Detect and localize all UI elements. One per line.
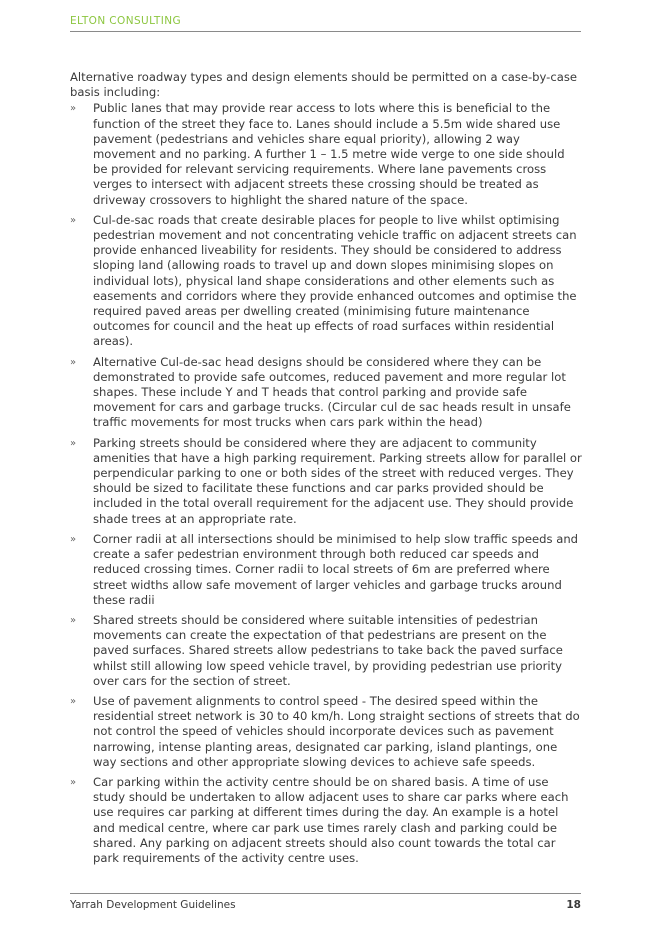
intro-paragraph: Alternative roadway types and design elements should be permitted on a case-by-case basis including:: [70, 70, 578, 100]
list-item: [70, 694, 582, 770]
list-item-text: Use of pavement alignments to control speed - The desired speed within the residential street network is 30 to 40 km/h. Long straight sections of streets that do not control the speed of vehicles should incorporate devices such as pavement narrowing, intense planting areas, designated car parking, island plantings, one way sections and other appropriate slowing devices to achieve safe speeds.: [93, 693, 580, 769]
header-divider: [70, 31, 581, 32]
bullet-marker: »: [70, 214, 77, 226]
bullet-marker: »: [70, 533, 77, 545]
list-item-text: Public lanes that may provide rear access to lots where this is beneficial to the function of the street they face to. Lanes should include a 5.5m wide shared use pavement (pedestrians and vehicles share equal priority), allowing 2 way movement and no parking. A further 1 – 1.5 metre wide verge to one side should be provided for relevant servicing requirements. Where lane pavements cross verges to intersect with adjacent streets these crossing should be treated as driveway crossovers to highlight the shared nature of the space.: [93, 101, 565, 207]
list-item: [70, 613, 582, 689]
list-item: [70, 355, 582, 431]
list-item: [70, 532, 582, 608]
page-number: 18: [566, 899, 581, 911]
list-item-text: Cul-de-sac roads that create desirable places for people to live whilst optimising pedestrian movement and not concentrating vehicle traffic on adjacent streets can provide enhanced liveability for residents. They should be considered to address sloping land (allowing roads to travel up and down slopes minimising slopes on individual lots), physical land shape considerations and other elements such as easements and corridors where they provide enhanced outcomes and optimise the required paved areas per dwelling created (minimising future maintenance outcomes for council and the heat up effects of road surfaces within residential areas).: [93, 212, 577, 349]
bullet-list: [70, 101, 582, 866]
bullet-marker: »: [70, 103, 77, 115]
header-brand: ELTON CONSULTING: [70, 15, 182, 27]
list-item: [70, 101, 582, 207]
bullet-marker: »: [70, 776, 77, 788]
list-item-text: Corner radii at all intersections should be minimised to help slow traffic speeds and create a safer pedestrian environment through both reduced car speeds and reduced crossing times. Corner radii to local streets of 6m are preferred where street widths allow safe movement of larger vehicles and garbage trucks around these radii: [93, 531, 579, 607]
list-item: [70, 436, 582, 527]
list-item-text: Alternative Cul-de-sac head designs should be considered where they can be demonstrated to provide safe outcomes, reduced pavement and more regular lot shapes. These include Y and T heads that control parking and provide safe movement for cars and garbage trucks. (Circular cul de sac heads result in unsafe traffic movements for most trucks when cars park within the head): [93, 354, 571, 430]
list-item: [70, 213, 582, 350]
list-item-text: Shared streets should be considered where suitable intensities of pedestrian movements can create the expectation of that pedestrians are present on the paved surfaces. Shared streets allow pedestrians to take back the paved surface whilst still allowing low speed vehicle travel, by providing pedestrian use priority over cars for the section of street.: [93, 612, 563, 688]
footer-document-title: Yarrah Development Guidelines: [70, 899, 236, 911]
list-item-text: Car parking within the activity centre should be on shared basis. A time of use study should be undertaken to allow adjacent uses to share car parks where each use requires car parking at different times during the day. An example is a hotel and medical centre, where car park use times rarely clash and parking could be shared. Any parking on adjacent streets should also count towards the total car park requirements of the activity centre uses.: [93, 774, 569, 865]
footer-divider: [70, 893, 581, 894]
bullet-marker: »: [70, 437, 77, 449]
bullet-marker: »: [70, 356, 77, 368]
bullet-marker: »: [70, 614, 77, 626]
list-item-text: Parking streets should be considered where they are adjacent to community amenities that have a high parking requirement. Parking streets allow for parallel or perpendicular parking to one or both sides of the street with reduced verges. They should be sized to facilitate these functions and car parks provided should be included in the total overall requirement for the adjacent use. They should provide shade trees at an appropriate rate.: [93, 435, 582, 526]
bullet-marker: »: [70, 695, 77, 707]
body-content: [70, 70, 582, 871]
list-item: [70, 775, 582, 866]
